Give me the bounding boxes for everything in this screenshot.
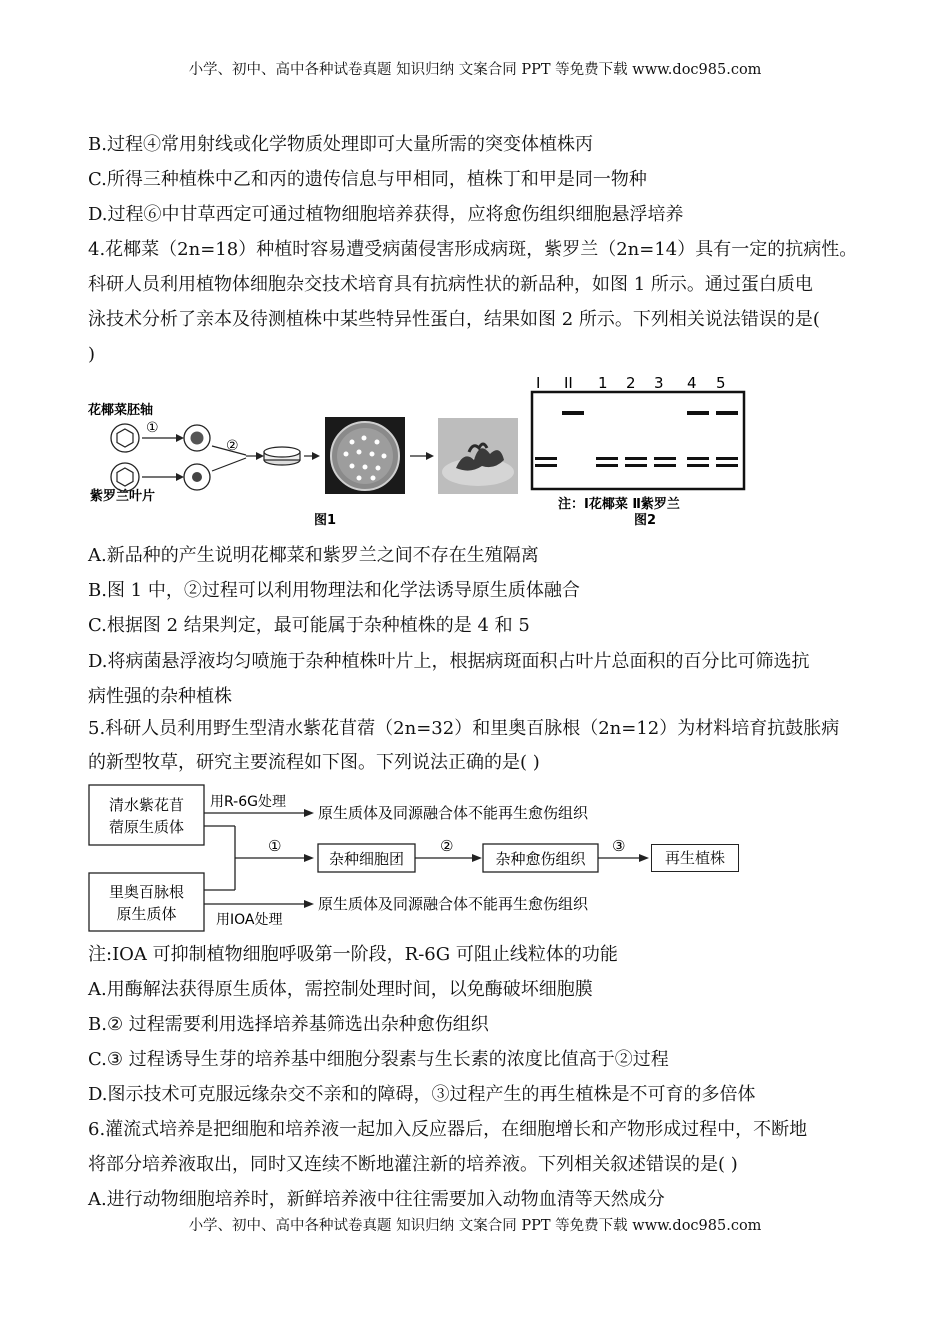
- q5-stem-line: 的新型牧草，研究主要流程如下图。下列说法正确的是( ): [88, 752, 540, 773]
- q5-flow-diagram: [88, 782, 668, 932]
- box-alfalfa-line2: 蓿原生质体: [108, 818, 185, 836]
- q6-stem-line: 将部分培养液取出，同时又连续不断地灌注新的培养液。下列相关叙述错误的是( ): [88, 1154, 738, 1175]
- fig1-label-bottom: 紫罗兰叶片: [90, 489, 156, 504]
- gel-band: [596, 464, 618, 467]
- violet-cell-icon: [111, 463, 139, 491]
- box-hybrid-callus-label: 杂种愈伤组织: [495, 850, 586, 868]
- gel-band: [562, 411, 584, 415]
- callus-plate-photo: [325, 417, 405, 494]
- gel-band: [687, 411, 709, 415]
- box-lotus-line2: 原生质体: [116, 905, 177, 923]
- lane-label: 5: [716, 374, 726, 392]
- q5-option: C.③ 过程诱导生芽的培养基中细胞分裂素与生长素的浓度比值高于②过程: [88, 1049, 669, 1070]
- gel-band: [625, 464, 647, 467]
- box-alfalfa-protoplast: [89, 785, 204, 845]
- q4-option: A.新品种的产生说明花椰菜和紫罗兰之间不存在生殖隔离: [88, 545, 539, 566]
- q5-option: D.图示技术可克服远缘杂交不亲和的障碍，③过程产生的再生植株是不可育的多倍体: [88, 1084, 756, 1105]
- cauliflower-cell-icon: [111, 424, 139, 452]
- step1-label: ①: [268, 837, 282, 855]
- cauliflower-protoplast-icon: [184, 425, 210, 451]
- plantlet-photo: [438, 418, 518, 494]
- q5-stem-line: 5.科研人员利用野生型清水紫花苜蓿（2n=32）和里奥百脉根（2n=12）为材料培育抗鼓胀病: [88, 718, 840, 739]
- q5-note: 注:IOA 可抑制植物细胞呼吸第一阶段，R-6G 可阻止线粒体的功能: [88, 944, 618, 965]
- fig2-caption: 图2: [634, 513, 657, 528]
- step2-label: ②: [440, 837, 454, 855]
- result-bottom: 原生质体及同源融合体不能再生愈伤组织: [318, 895, 589, 913]
- gel-band: [535, 464, 557, 467]
- q4-stem-line: 4.花椰菜（2n=18）种植时容易遭受病菌侵害形成病斑，紫罗兰（2n=14）具有一定的抗病性。: [88, 239, 858, 260]
- q4-option: B.图 1 中，②过程可以利用物理法和化学法诱导原生质体融合: [88, 580, 580, 601]
- fig2-note: 注：Ⅰ花椰菜 Ⅱ紫罗兰: [558, 497, 680, 512]
- q3-option-d: D.过程⑥中甘草西定可通过植物细胞培养获得，应将愈伤组织细胞悬浮培养: [88, 204, 684, 225]
- page-footer: 小学、初中、高中各种试卷真题 知识归纳 文案合同 PPT 等免费下载 www.doc985.com: [188, 1218, 762, 1234]
- label-ioa: 用IOA处理: [216, 912, 283, 928]
- q5-option: B.② 过程需要利用选择培养基筛选出杂种愈伤组织: [88, 1014, 489, 1035]
- q4-stem-line: 泳技术分析了亲本及待测植株中某些特异性蛋白，结果如图 2 所示。下列相关说法错误的是(: [88, 309, 820, 330]
- box-lotus-line1: 里奥百脉根: [108, 883, 185, 901]
- fig1-label-top: 花椰菜胚轴: [88, 403, 154, 418]
- q4-stem-line: ): [88, 344, 96, 365]
- step3-label: ③: [612, 837, 626, 855]
- q6-option: A.进行动物细胞培养时，新鲜培养液中往往需要加入动物血清等天然成分: [88, 1189, 665, 1210]
- box-regenerated-plant: 再生植株: [651, 844, 739, 872]
- culture-dish-icon: [264, 447, 300, 465]
- q4-option: C.根据图 2 结果判定，最可能属于杂种植株的是 4 和 5: [88, 615, 530, 636]
- gel-band: [625, 457, 647, 460]
- result-top: 原生质体及同源融合体不能再生愈伤组织: [318, 804, 589, 822]
- lane-label: 2: [626, 374, 636, 392]
- fig1-step2: ②: [226, 438, 239, 454]
- q4-figure: [84, 372, 764, 534]
- lane-label: II: [564, 374, 573, 392]
- gel-band: [687, 457, 709, 460]
- gel-band: [716, 464, 738, 467]
- gel-band: [654, 464, 676, 467]
- q4-option: 病性强的杂种植株: [88, 686, 232, 707]
- label-r6g: 用R-6G处理: [210, 794, 286, 810]
- q3-option-c: C.所得三种植株中乙和丙的遗传信息与甲相同，植株丁和甲是同一物种: [88, 169, 647, 190]
- electrophoresis-gel: [532, 374, 744, 512]
- q6-stem-line: 6.灌流式培养是把细胞和培养液一起加入反应器后，在细胞增长和产物形成过程中，不断地: [88, 1119, 808, 1140]
- lane-label: 4: [687, 374, 697, 392]
- lane-label: 1: [598, 374, 608, 392]
- fig1-step1: ①: [146, 420, 159, 436]
- fig1-caption: 图1: [314, 513, 337, 528]
- gel-band: [716, 457, 738, 460]
- lane-label: 3: [654, 374, 664, 392]
- q5-option: A.用酶解法获得原生质体，需控制处理时间，以免酶破坏细胞膜: [88, 979, 593, 1000]
- gel-band: [716, 411, 738, 415]
- gel-band: [535, 457, 557, 460]
- lane-label: I: [536, 374, 541, 392]
- q3-option-b: B.过程④常用射线或化学物质处理即可大量所需的突变体植株丙: [88, 134, 593, 155]
- violet-protoplast-icon: [184, 464, 210, 490]
- gel-band: [687, 464, 709, 467]
- q4-option: D.将病菌悬浮液均匀喷施于杂种植株叶片上，根据病斑面积占叶片总面积的百分比可筛选抗: [88, 651, 810, 672]
- page-header: 小学、初中、高中各种试卷真题 知识归纳 文案合同 PPT 等免费下载 www.doc985.com: [188, 62, 762, 78]
- q4-stem-line: 科研人员利用植物体细胞杂交技术培育具有抗病性状的新品种，如图 1 所示。通过蛋白质电: [88, 274, 813, 295]
- gel-band: [654, 457, 676, 460]
- box-hybrid-cell-label: 杂种细胞团: [328, 850, 405, 868]
- gel-band: [596, 457, 618, 460]
- box-alfalfa-line1: 清水紫花苜: [108, 796, 185, 814]
